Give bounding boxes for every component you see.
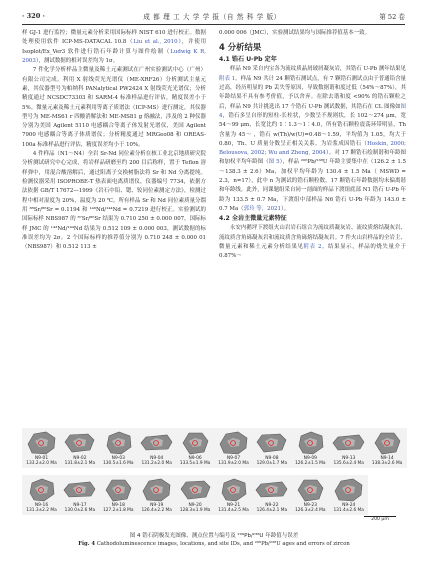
grain-age: 138.3±2.6 Ma — [371, 461, 403, 466]
zircon-grain-image — [99, 475, 138, 505]
page-number: · 320 · — [22, 12, 45, 20]
header-rule — [22, 24, 405, 25]
grain-id: N9-13 — [342, 456, 356, 461]
paragraph-zircon-dating: 样品 N9 采自内宝各为流纹质晶屑玻屑凝灰岩，其锆石 U-Pb 测年结果见附表 1。样品 N9 共计 24 颗锆石测试点，有 7 颗锆石测试点由于普通铅含量过高，经历明显的 Pb 丢失等原因，导致数据谐和度过低（54%～87%），其年龄结果不具有参考价值，予以舍弃。在除去谐和度 <90% 的锆石颗粒之后，样品 N9 共计挑选出 17 个锆石 U-Pb 测试数据，其锆石在 CL 图像如图 4，锆石多呈自形的短柱-长柱状，少数呈不规则状，长 102～274 μm，宽 54～99 μm，长宽比约 1∶1.3～1∶4.0，所有锆石颗粒震荡环带明显，Th 含量为 45～ ，锆石 w(Th)/w(U)=0.48～1.59，平均值为 1.05，均大于 0.80，Th、U 质量分数呈正相关关系，为岩浆成因锆石（Hoskin, 2000; Belousova, 2002; Wu and Zheng, 2004）。对 17 颗锆石绘制谐和年龄图和加权平均年龄图（图 5），样品 ²⁰⁶Pb/²³⁸U 年龄主要集中在（126.2 ± 1.5～138.3 ± 2.6）Ma，加权平均年龄为 130.4 ± 1.5 Ma（ MSWD = 2.3，n=17），此中 n 为测试的锆石颗粒数，17 颗锆石年龄数据均未偏离谐和年龄线。此外，同课题组采自同一剖面的样品下渡组底部 N1 锆石 U-Pb 年龄为 133.5 ± 0.7 Ma，下渡组中部样品 N6 锆石 U-Pb 年龄为 143.0 ± 0.7 Ma（郭玲 等，2021）。 — [219, 66, 406, 212]
grain-age: 126.4±2.1 Ma — [256, 508, 288, 513]
citation-link[interactable]: Hoskin, 2000; Belousova, 2002; Wu and Zheng, 2004 — [219, 140, 406, 157]
grain-id: N9-14 — [380, 456, 394, 461]
table-link[interactable]: 附表 2 — [303, 243, 322, 250]
zircon-grain-image — [329, 475, 368, 505]
grain-age: 126.2±1.5 Ma — [295, 461, 326, 466]
zircon-grain — [176, 475, 215, 515]
grain-age: 133.5±1.9 Ma — [179, 461, 211, 466]
grain-age: 131.2±2.0 Ma — [141, 461, 172, 466]
zircon-grain-image — [291, 428, 330, 458]
zircon-grain-image — [137, 475, 176, 505]
paragraph-whole-rock: 永安内鹅坪下渡组火山岩岩石组合为流纹质凝灰岩、流纹质熔结凝灰岩、流纹质含角砾凝灰岩和流纹质含角砾熔结凝灰岩。7 件火山岩样品的全岩主、微量元素和稀土元素分析结果见附表 2。结果显示，样品的烧失量介于 0.87%～ — [219, 225, 406, 260]
grain-age: 131.8±2.1 Ma — [64, 461, 96, 466]
zircon-grain-image — [214, 475, 253, 505]
grain-id: N9-16 — [34, 503, 49, 508]
grain-id: N9-24 — [342, 503, 356, 508]
grain-age: 131.3±2.2 Ma — [26, 508, 57, 513]
citation-link[interactable]: Ludwig K R, 2003 — [22, 48, 206, 64]
volume-number: 第 52 卷 — [379, 13, 405, 21]
zircon-grain — [22, 428, 61, 468]
zircon-grain-image — [22, 428, 61, 458]
grain-id: N9-01 — [34, 456, 49, 461]
zircon-grain-image — [60, 428, 99, 458]
grain-id: N9-08 — [265, 456, 279, 461]
page-header — [22, 9, 405, 23]
grain-id: N9-02 — [73, 456, 87, 461]
zircon-grain-image — [176, 428, 215, 458]
zircon-grain — [137, 475, 176, 515]
zircon-grain-image — [252, 428, 291, 458]
paragraph-major-trace: 7 件化学分析样品主微量及稀土元素测试在广州实验测试中心（广州）有限公司完成。利用 X 射线荧光光谱仪（ME-XRF26）分析测试主量元素，其仪器型号为帕纳科 PANalytical PW2424 X 射线荧光光谱仪；分析精度通过 NCSDC73303 和 SARM-4 标准样品进行评估，精度误差小于 5%。微量元素及稀土元素利用等离子质谱法（ICP-MS）进行测定，其仪器型号为 ME-MS61 r 四酸消解法和 ME-MS81 g 熔融法，涉及的 2 种仪器分别为美国 Agilent 5110 电感耦合等离子体发射光谱仪，美国 Agilent 7900 电感耦合等离子体质谱仪；分析精度通过 MRGeo08 和 OREAS-100a 标准样品进行评估，精度误差均小于 10%。 — [22, 67, 206, 148]
grain-age: 135.6±2.4 Ma — [333, 461, 364, 466]
zircon-grain-image — [22, 475, 61, 505]
figure-caption-cn: 图 4 锆石阴极发光图像、测点位置与编号及 ²⁰⁶Pb/²³⁸U 年龄值与误差 — [129, 533, 299, 539]
grain-age: 130.5±1.6 Ma — [103, 461, 134, 466]
zircon-grain-image — [99, 428, 138, 458]
paragraph-sr-nd: 4 件样品（N1～N4）全岩 Sr-Nd 同位素分析在核工业北京地质研究院分析测试研究中心完成，将岩样品研磨至约 200 目后称样，置于 Teflon 溶样弹中，用混合酸溶解后，通过阳离子交换树脂法将 Sr 和 Nd 分离提纯。检测仪器采用 ISOPROBE-T 热表面电离质谱仪，仪器编号 7734，依据方法依据 GB/T 17672—1999《岩石中铅、锶、钕同位素测定方法》，检测过程中相对湿度为 20%，温度为 20 ℃。所有样品 Sr 和 Nd 同位素质量分馏用 ⁸⁸Sr/⁸⁶Sr = 0.1194 和 ¹⁴⁶Nd/¹⁴⁴Nd = 0.7219 进行校正。实验测试的国际标样 NBS987 的 ⁸⁷Sr/⁸⁶Sr 结果为 0.710 250 ± 0.000 007，国际标样 JMC 的 ¹⁴³Nd/¹⁴⁴Nd 结果为 0.512 109 ± 0.000 003，测试数据的标准误差均为 2σ。2 个国际标样的推荐值分别为 0.710 248 ± 0.000 01（NBS987）和 0.512 113 ± — [22, 151, 206, 251]
zircon-grain — [291, 475, 330, 515]
scale-bar-label: 200 μm — [371, 517, 389, 522]
section-heading: 4 分析结果 — [219, 42, 262, 53]
grain-age: 131.4±2.5 Ma — [218, 508, 249, 513]
grain-row-1 — [22, 428, 406, 468]
grain-age: 131.4±2.6 Ma — [333, 508, 364, 513]
zircon-grain — [214, 475, 253, 515]
subsection-heading-4-2: 4.2 全岩主微量元素特征 — [219, 215, 287, 223]
right-column — [219, 29, 406, 262]
grain-id: N9-03 — [111, 456, 125, 461]
zircon-grain-image — [329, 428, 368, 458]
zircon-grain-image — [137, 428, 176, 458]
zircon-grain-image — [60, 475, 99, 505]
zircon-grain — [214, 428, 253, 468]
paragraph-software: 样 GJ-1 进行监控；微量元素分析采用国际标样 NIST 610 进行校正。数据处理使用软件 ICP-MS-DATACAL 10.8（Liu et al., 2010），并使用 Isoplot/Ex_Ver3 软件进行锆石年龄计算与图件绘制（Ludwig K R, 2003），测试数据的相对误差均为 1σ。 — [22, 30, 207, 64]
grain-age: 126.3±2.4 Ma — [295, 508, 326, 513]
zircon-grain — [329, 428, 368, 468]
grain-age: 127.2±1.8 Ma — [103, 508, 134, 513]
zircon-grain — [329, 475, 368, 515]
citation-link[interactable]: Liu et al., 2010 — [133, 39, 178, 46]
zircon-grain — [291, 428, 330, 468]
grain-age: 128.3±1.9 Ma — [179, 508, 211, 513]
zircon-cl-figure — [22, 428, 406, 524]
table-link[interactable]: 附表 1 — [219, 75, 236, 82]
grain-age: 130.0±2.6 Ma — [64, 508, 96, 513]
figure-link[interactable]: 图 5 — [268, 159, 280, 166]
zircon-grain — [99, 428, 138, 468]
grain-id: N9-06 — [188, 456, 202, 461]
journal-title: 成 都 理 工 大 学 学 报（自 然 科 学 版） — [143, 13, 281, 21]
grain-id: N9-17 — [73, 503, 87, 508]
zircon-grain — [60, 428, 99, 468]
zircon-grain — [22, 475, 61, 515]
zircon-grain — [252, 428, 291, 468]
grain-row-2 — [22, 475, 406, 515]
grain-id: N9-18 — [111, 503, 125, 508]
grain-age: 133.2±2.0 Ma — [26, 461, 57, 466]
zircon-grain — [176, 428, 215, 468]
grain-id: N9-07 — [226, 456, 241, 461]
zircon-grain-image — [252, 475, 291, 505]
zircon-grain — [60, 475, 99, 515]
grain-age: 126.4±2.2 Ma — [141, 508, 172, 513]
scale-bar — [360, 515, 400, 524]
grain-id: N9-22 — [265, 503, 279, 508]
zircon-grain-image — [291, 475, 330, 505]
zircon-grain — [99, 475, 138, 515]
figure-caption-en: Fig. 4 Cathodoluminescence images, locations, and site IDs, and ²⁰⁶Pb/²³⁸U ages and errors of zircon — [78, 541, 350, 547]
grain-id: N9-19 — [150, 503, 164, 508]
figure-link[interactable]: 图 4 — [219, 103, 406, 119]
citation-link[interactable]: 郭玲 等，2021 — [243, 206, 281, 212]
grain-id: N9-09 — [303, 456, 317, 461]
grain-age: 129.0±1.7 Ma — [256, 461, 288, 466]
zircon-grain-image — [176, 475, 215, 505]
subsection-heading-4-1: 4.1 锆石 U-Pb 定年 — [219, 56, 277, 64]
grain-age: 131.9±2.0 Ma — [218, 461, 249, 466]
grain-id: N9-23 — [303, 503, 317, 508]
left-column — [22, 29, 206, 253]
grain-id: N9-04 — [150, 456, 164, 461]
zircon-grain-image — [214, 428, 253, 458]
grain-id: N9-20 — [188, 503, 202, 508]
zircon-grain — [252, 475, 291, 515]
paragraph-continuation: 0.000 006（JMC），实验测试结果均与国际推荐值基本一致。 — [219, 30, 371, 36]
grain-id: N9-21 — [226, 503, 241, 508]
zircon-grain — [368, 428, 407, 468]
zircon-grain-image — [368, 428, 407, 458]
zircon-grain — [137, 428, 176, 468]
